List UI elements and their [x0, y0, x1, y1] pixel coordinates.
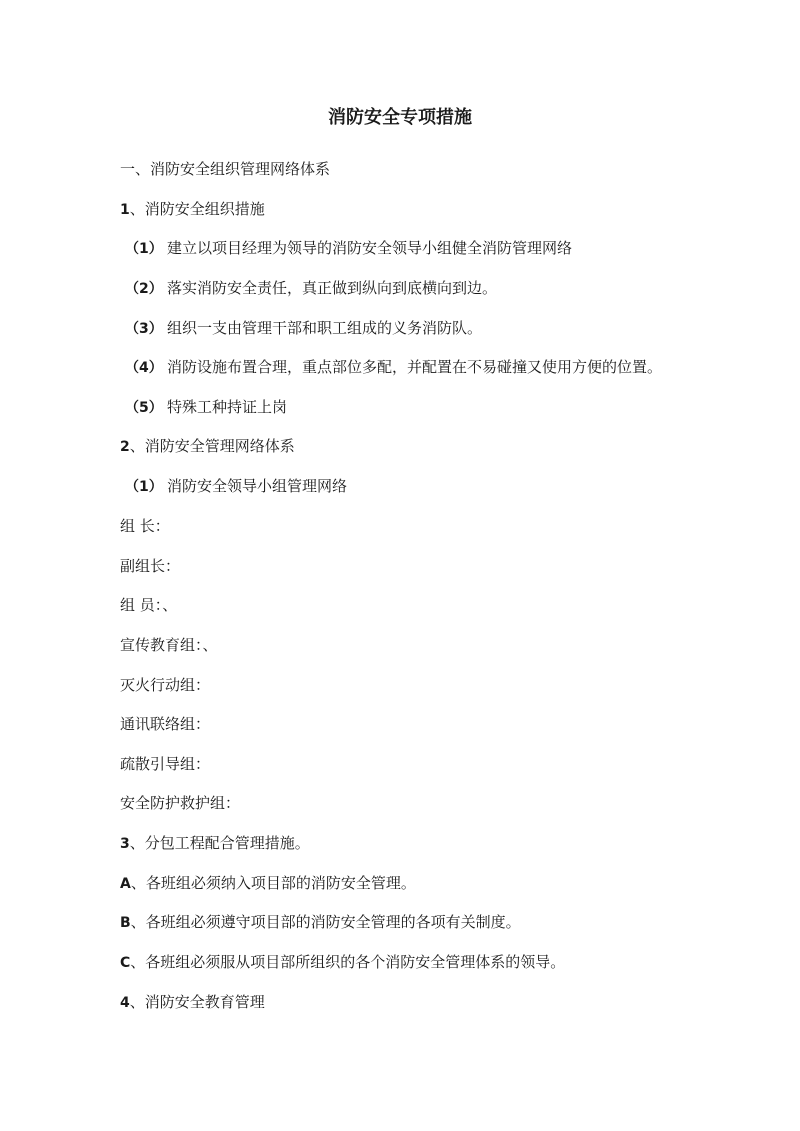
- section-heading: 一、消防安全组织管理网络体系: [120, 160, 331, 178]
- role-members: 组 员：、: [120, 596, 178, 614]
- item-text: 特殊工种持证上岗: [167, 398, 288, 416]
- item-number: （1）: [125, 241, 163, 257]
- item-text: 、各班组必须服从项目部所组织的各个消防安全管理体系的领导。: [130, 953, 566, 971]
- role-communication-group: 通讯联络组：: [120, 715, 211, 733]
- item-letter: B: [120, 915, 131, 931]
- item-text: 消防设施布置合理，重点部位多配，并配置在不易碰撞又使用方便的位置。: [167, 358, 663, 376]
- item-letter: A: [120, 876, 131, 892]
- item-number: （5）: [125, 400, 163, 416]
- item-number: （3）: [125, 321, 163, 337]
- list-item: [120, 951, 565, 974]
- list-item: [125, 237, 572, 260]
- list-item: [125, 396, 287, 419]
- list-item: [120, 911, 521, 934]
- subsection-text: 、消防安全教育管理: [129, 993, 265, 1011]
- subsection-heading: [120, 991, 265, 1014]
- page-title: 消防安全专项措施: [328, 107, 472, 128]
- subsection-text: 、消防安全组织措施: [129, 200, 265, 218]
- role-protection-rescue-group: 安全防护救护组：: [120, 794, 241, 812]
- item-number: （1）: [125, 479, 163, 495]
- role-firefighting-group: 灭火行动组：: [120, 676, 211, 694]
- list-item: [125, 317, 482, 340]
- subsection-text: 、消防安全管理网络体系: [129, 437, 295, 455]
- role-leader: 组 长：: [120, 517, 170, 535]
- subsection-heading: [120, 832, 310, 855]
- role-evacuation-group: 疏散引导组：: [120, 755, 211, 773]
- subsection-number: 1: [120, 202, 130, 218]
- role-deputy-leader: 副组长：: [120, 557, 181, 575]
- subsection-text: 、分包工程配合管理措施。: [129, 834, 310, 852]
- subsection-number: 2: [120, 439, 130, 455]
- subsection-heading: [120, 198, 265, 221]
- item-text: 落实消防安全责任，真正做到纵向到底横向到边。: [167, 279, 498, 297]
- list-item: [125, 475, 347, 498]
- list-item: [125, 356, 662, 379]
- list-item: [120, 872, 416, 895]
- item-letter: C: [120, 955, 131, 971]
- item-text: 、各班组必须纳入项目部的消防安全管理。: [130, 874, 416, 892]
- item-text: 、各班组必须遵守项目部的消防安全管理的各项有关制度。: [130, 913, 521, 931]
- item-number: （2）: [125, 281, 163, 297]
- subsection-number: 4: [120, 995, 130, 1011]
- item-number: （4）: [125, 360, 163, 376]
- subsection-heading: [120, 435, 295, 458]
- role-publicity-group: 宣传教育组：、: [120, 636, 218, 654]
- subsection-number: 3: [120, 836, 130, 852]
- item-text: 组织一支由管理干部和职工组成的义务消防队。: [167, 319, 483, 337]
- list-item: [125, 277, 497, 300]
- item-text: 建立以项目经理为领导的消防安全领导小组健全消防管理网络: [167, 239, 573, 257]
- item-text: 消防安全领导小组管理网络: [167, 477, 348, 495]
